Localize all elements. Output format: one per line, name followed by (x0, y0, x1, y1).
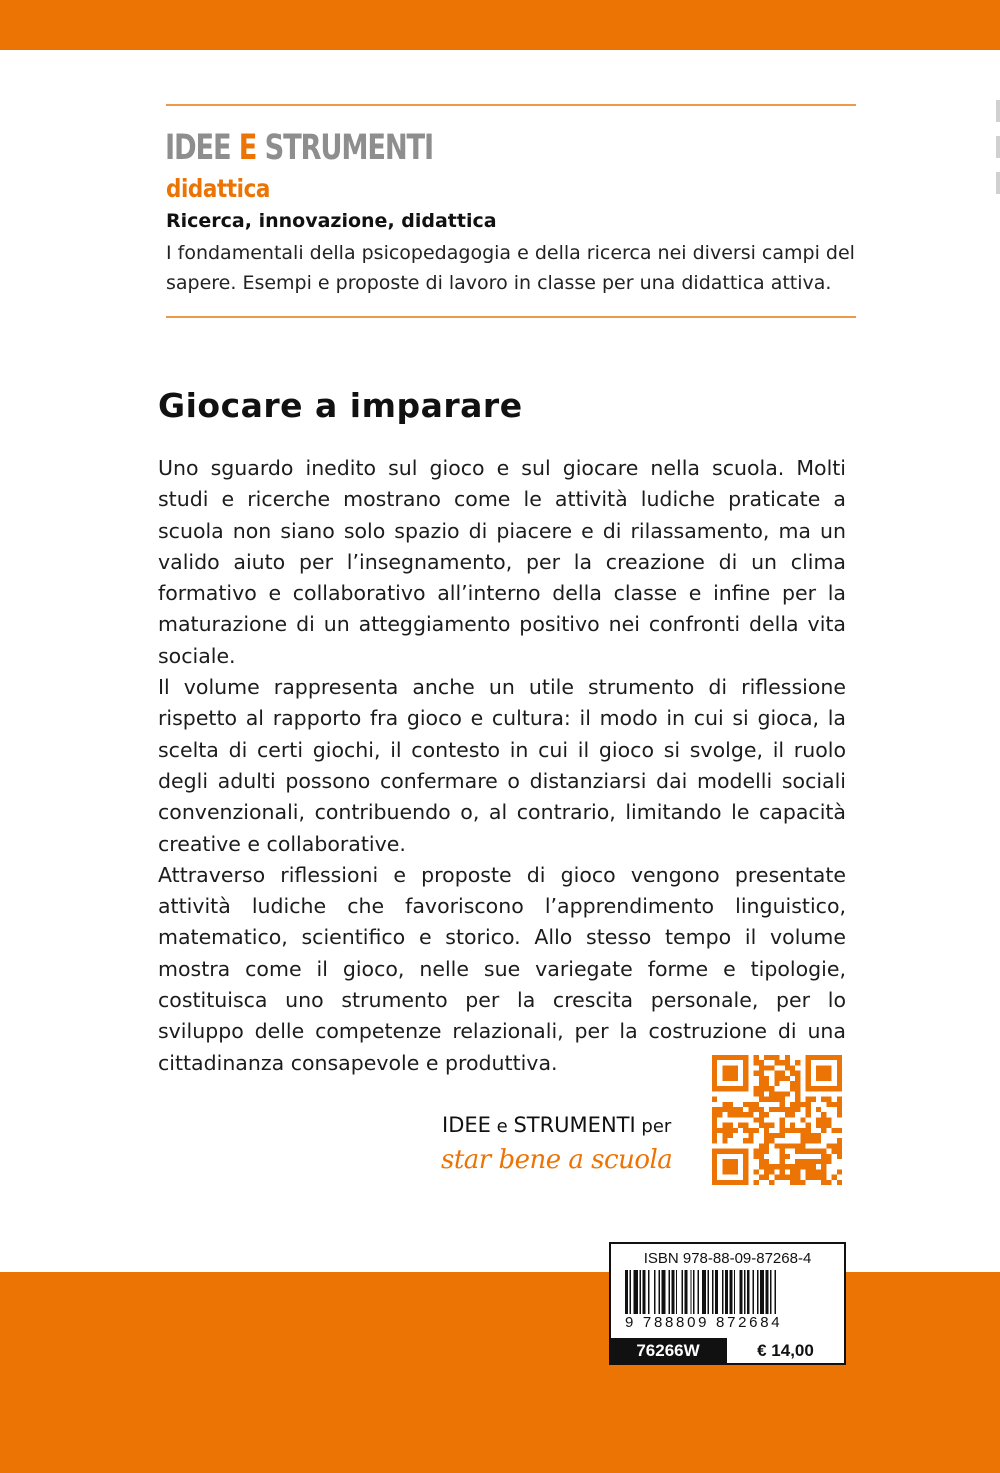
edge-marks (996, 100, 1000, 208)
promo-word-idee: IDEE (442, 1113, 491, 1137)
code-price-row (611, 1338, 844, 1363)
series-rule-bottom (166, 316, 856, 318)
series-name-part1: IDEE (165, 128, 239, 168)
promo-line (442, 1113, 671, 1137)
blurb-paragraph-2: Il volume rappresenta anche un utile strumento di riflessione rispetto al rapporto fra gioco e cultura: il modo in cui si gioca, la scelta di certi giochi, il contesto in cui il gioco si svolge, il ruolo degli adulti possono confermare o distanziarsi dai modelli sociali convenzionali, contribuendo o, al contrario, limitando le capacità creative e collaborative. (158, 675, 846, 856)
subseries-label: didattica (166, 174, 270, 203)
series-name-accent: E (238, 128, 257, 168)
promo-tagline: star bene a scuola (441, 1145, 673, 1175)
price-label: € 14,00 (725, 1338, 844, 1363)
top-orange-band (0, 0, 1000, 50)
bottom-orange-band (0, 1272, 1000, 1473)
promo-word-per: per (635, 1116, 672, 1137)
isbn-label: ISBN 978-88-09-87268-4 (643, 1250, 812, 1267)
promo-word-e: e (490, 1116, 514, 1137)
book-blurb (158, 453, 846, 1079)
blurb-paragraph-3: Attraverso riflessioni e proposte di gioco vengono presentate attività ludiche che favoriscono l’apprendimento linguistico, matematico, scientifico e storico. Allo stesso tempo il volume mostra come il gioco, nelle sue variegate forme e tipologie, costituisca uno strumento per la crescita personale, per lo sviluppo delle competenze relazionali, per la costruzione di una cittadinanza consapevole e produttiva. (158, 862, 846, 1075)
blurb-paragraph-1: Uno sguardo inedito sul gioco e sul giocare nella scuola. Molti studi e ricerche mostrano come le attività ludiche praticate a scuola non siano solo spazio di piacere e di rilassamento, ma un valido aiuto per l’insegnamento, per la creazione di un clima formativo e collaborativo all’interno della classe e infine per la maturazione di un atteggiamento positivo nei confronti della vita sociale. (158, 456, 846, 668)
series-name (165, 128, 433, 168)
qr-code-icon[interactable] (712, 1055, 842, 1185)
product-code: 76266W (611, 1338, 725, 1363)
ean-digits: 9 788809 872684 (625, 1314, 783, 1331)
book-title: Giocare a imparare (158, 386, 523, 425)
barcode-bars-icon (625, 1270, 830, 1314)
collana-title: Ricerca, innovazione, didattica (166, 210, 497, 232)
collana-description: I fondamentali della psicopedagogia e della ricerca nei diversi campi del sapere. Esempi e proposte di lavoro in classe per una didattica attiva. (166, 242, 855, 294)
promo-word-strumenti: STRUMENTI (513, 1113, 636, 1137)
barcode-block (609, 1242, 846, 1365)
series-name-part2: STRUMENTI (256, 128, 433, 168)
series-rule-top (166, 104, 856, 106)
